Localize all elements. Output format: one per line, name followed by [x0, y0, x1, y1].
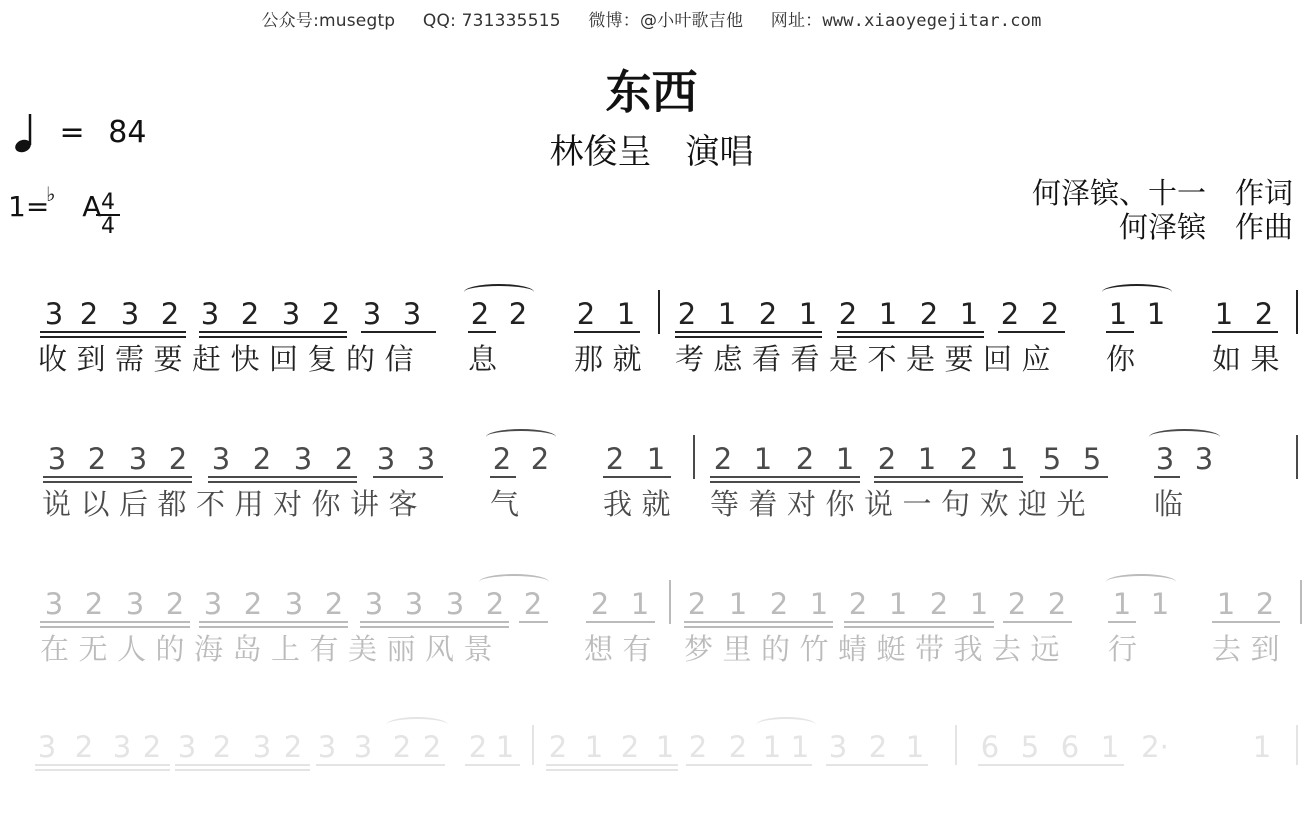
lyric-phrase: 考虑看看是不是要回应 [675, 342, 1061, 376]
beam-underline [519, 621, 548, 623]
note: 3 [293, 442, 313, 476]
note: 2 [168, 442, 188, 476]
beam-underline [998, 331, 1065, 333]
beam-underline [844, 626, 994, 628]
score-system-3 [0, 588, 1303, 678]
quarter-note-icon [14, 112, 36, 154]
bar-line [669, 580, 671, 624]
note: 2 [165, 587, 185, 621]
note: 2 [485, 587, 505, 621]
note: 1 [1150, 587, 1170, 621]
note: 2 [240, 297, 260, 331]
beam-underline [837, 336, 984, 338]
note: 1 [835, 442, 855, 476]
beam-underline [43, 481, 192, 483]
weibo-account: 微博：@小叶歌吉他 [588, 11, 744, 31]
beam-underline [361, 331, 436, 333]
note: 3 [281, 297, 301, 331]
note: 2 [212, 730, 232, 764]
lyricist-credit: 何泽镔、十一 作词 [1031, 176, 1293, 210]
note: 3 [211, 442, 231, 476]
note: 2 [79, 297, 99, 331]
tie-arc [479, 574, 549, 590]
note: 2 [334, 442, 354, 476]
beam-underline [208, 476, 357, 478]
note: 1 [809, 587, 829, 621]
tempo-value: 84 [108, 114, 147, 150]
note: 1 [888, 587, 908, 621]
beam-underline [603, 476, 671, 478]
note: 1 [753, 442, 773, 476]
note: 2 [548, 730, 568, 764]
key-signature [8, 182, 115, 239]
note: 2 [687, 587, 707, 621]
lyric-phrase: 去到 [1212, 632, 1290, 666]
key-letter: A [82, 190, 102, 223]
note: 2 [929, 587, 949, 621]
note: 2 [468, 730, 488, 764]
song-title: 东西 [605, 65, 698, 119]
bar-line [1296, 435, 1298, 479]
note: 2 [283, 730, 303, 764]
beam-underline [175, 764, 310, 766]
beam-underline [710, 481, 860, 483]
time-signature [96, 192, 120, 238]
bar-line [1300, 580, 1302, 624]
beam-underline [1212, 331, 1278, 333]
score-system-1 [0, 298, 1303, 388]
note: 3 [128, 442, 148, 476]
beam-underline [710, 476, 860, 478]
note: 3 [44, 587, 64, 621]
tie-arc [1149, 429, 1220, 445]
note: 2 [84, 587, 104, 621]
note: 2 [243, 587, 263, 621]
note: 2 [605, 442, 625, 476]
bar-line [1296, 290, 1298, 334]
note: 2 [422, 730, 442, 764]
note: 3 [376, 442, 396, 476]
note: 1 [1214, 297, 1234, 331]
beam-underline [208, 481, 357, 483]
note: 1 [1108, 297, 1128, 331]
note: 5 [1082, 442, 1102, 476]
tempo-marking [14, 112, 146, 154]
beam-underline [874, 481, 1023, 483]
score-system-4 [0, 731, 1303, 821]
bar-line [693, 435, 695, 479]
meter-top: 4 [101, 190, 115, 215]
note: 5 [1042, 442, 1062, 476]
lyric-phrase: 我就 [603, 487, 681, 521]
beam-underline [360, 626, 509, 628]
note: 3 [47, 442, 67, 476]
lyric-phrase: 行 [1108, 632, 1147, 666]
beam-underline [1040, 476, 1108, 478]
beam-underline [40, 621, 190, 623]
note: 1 [999, 442, 1019, 476]
beam-underline [43, 476, 192, 478]
composer-credit: 何泽镔 作曲 [1118, 210, 1293, 244]
note: 2 [838, 297, 858, 331]
lyric-phrase: 在无人的海岛上有美丽风景 [40, 632, 503, 666]
beam-underline [40, 336, 186, 338]
beam-underline [675, 331, 822, 333]
beam-underline [844, 621, 994, 623]
qq-number: QQ: 731335515 [422, 11, 561, 31]
note: 2 [919, 297, 939, 331]
note: 2 [728, 730, 748, 764]
note: 2 [492, 442, 512, 476]
beam-underline [978, 764, 1124, 766]
note: 1 [655, 730, 675, 764]
note: 1 [1112, 587, 1132, 621]
lyric-phrase: 气 [490, 487, 529, 521]
lyric-phrase: 你 [1106, 342, 1145, 376]
bar-line [955, 725, 957, 765]
beam-underline [35, 769, 170, 771]
note: 2 [530, 442, 550, 476]
note: 2 [959, 442, 979, 476]
flat-icon: ♭ [46, 182, 56, 206]
note: 5 [1020, 730, 1040, 764]
note: 1 [790, 730, 810, 764]
beam-underline [675, 336, 822, 338]
note: 1 [798, 297, 818, 331]
note: 2 [321, 297, 341, 331]
beam-underline [684, 626, 833, 628]
note: 2· [1141, 730, 1169, 764]
note: 3 [1194, 442, 1214, 476]
note: 1 [762, 730, 782, 764]
note: 2 [795, 442, 815, 476]
note: 2 [1007, 587, 1027, 621]
note: 3 [1155, 442, 1175, 476]
credits [1032, 176, 1293, 244]
lyric-phrase: 如果 [1212, 342, 1290, 376]
lyric-phrase: 想有 [584, 632, 662, 666]
lyric-phrase: 等着对你说一句欢迎光 [710, 487, 1096, 521]
beam-underline [468, 331, 496, 333]
tie-arc [1106, 574, 1176, 590]
note: 2 [1047, 587, 1067, 621]
note: 3 [177, 730, 197, 764]
note: 3 [362, 297, 382, 331]
note: 1 [969, 587, 989, 621]
watermark-header [0, 6, 1303, 31]
beam-underline [837, 331, 984, 333]
note: 6 [1060, 730, 1080, 764]
note: 2 [324, 587, 344, 621]
beam-underline [175, 769, 310, 771]
note: 2 [87, 442, 107, 476]
note: 1 [646, 442, 666, 476]
note: 2 [713, 442, 733, 476]
score-system-2 [0, 443, 1303, 533]
tie-arc [1102, 284, 1172, 300]
note: 2 [508, 297, 528, 331]
note: 6 [980, 730, 1000, 764]
note: 2 [688, 730, 708, 764]
note: 1 [1146, 297, 1166, 331]
beam-underline [826, 764, 928, 766]
note: 1 [495, 730, 515, 764]
beam-underline [684, 621, 833, 623]
note: 3 [120, 297, 140, 331]
note: 3 [445, 587, 465, 621]
note: 1 [878, 297, 898, 331]
beam-underline [40, 626, 190, 628]
beam-underline [1108, 621, 1136, 623]
note: 2 [1000, 297, 1020, 331]
lyric-phrase: 梦里的竹蜻蜓带我去远 [684, 632, 1070, 666]
note: 1 [905, 730, 925, 764]
bar-line [658, 290, 660, 334]
note: 2 [868, 730, 888, 764]
note: 2 [848, 587, 868, 621]
beam-underline [1003, 621, 1072, 623]
note: 1 [917, 442, 937, 476]
note: 3 [353, 730, 373, 764]
note: 2 [1254, 297, 1274, 331]
beam-underline [686, 764, 812, 766]
website-link[interactable]: 网址：www.xiaoyegejitar.com [770, 11, 1042, 31]
key-prefix: 1= [8, 190, 50, 223]
note: 3 [112, 730, 132, 764]
note: 2 [470, 297, 490, 331]
note: 3 [252, 730, 272, 764]
lyric-phrase: 那就 [574, 342, 652, 376]
note: 1 [1252, 730, 1272, 764]
lyric-phrase: 临 [1154, 487, 1193, 521]
note: 1 [616, 297, 636, 331]
beam-underline [360, 621, 509, 623]
note: 2 [590, 587, 610, 621]
beam-underline [465, 764, 520, 766]
beam-underline [199, 336, 347, 338]
beam-underline [373, 476, 443, 478]
note: 3 [284, 587, 304, 621]
beam-underline [1212, 621, 1280, 623]
note: 2 [677, 297, 697, 331]
note: 3 [364, 587, 384, 621]
beam-underline [586, 621, 655, 623]
beam-underline [316, 764, 445, 766]
note: 2 [523, 587, 543, 621]
note: 2 [142, 730, 162, 764]
note: 3 [125, 587, 145, 621]
meter-bottom: 4 [101, 214, 115, 239]
performer-credit: 林俊呈 演唱 [549, 132, 754, 172]
note: 2 [769, 587, 789, 621]
note: 2 [74, 730, 94, 764]
note: 3 [404, 587, 424, 621]
note: 3 [828, 730, 848, 764]
beam-underline [40, 331, 186, 333]
note: 3 [203, 587, 223, 621]
beam-underline [1154, 476, 1180, 478]
note: 3 [200, 297, 220, 331]
tie-arc [486, 429, 556, 445]
tie-arc [756, 717, 816, 733]
beam-underline [199, 331, 347, 333]
note: 2 [252, 442, 272, 476]
note: 2 [392, 730, 412, 764]
beam-underline [490, 476, 516, 478]
beam-underline [546, 764, 678, 766]
beam-underline [199, 626, 348, 628]
bar-line [1296, 725, 1298, 765]
note: 2 [160, 297, 180, 331]
beam-underline [35, 764, 170, 766]
note: 3 [37, 730, 57, 764]
note: 2 [576, 297, 596, 331]
wechat-account: 公众号:musegtp [261, 11, 396, 31]
note: 1 [717, 297, 737, 331]
note: 1 [630, 587, 650, 621]
beam-underline [546, 769, 678, 771]
note: 1 [1216, 587, 1236, 621]
lyric-phrase: 收到需要赶快回复的信 [38, 342, 424, 376]
lyric-phrase: 说以后都不用对你讲客 [42, 487, 428, 521]
beam-underline [574, 331, 640, 333]
note: 1 [584, 730, 604, 764]
note: 3 [402, 297, 422, 331]
tempo-equals: = [59, 114, 85, 150]
lyric-phrase: 息 [468, 342, 507, 376]
note: 2 [758, 297, 778, 331]
bar-line [532, 725, 534, 765]
note: 2 [1040, 297, 1060, 331]
note: 2 [877, 442, 897, 476]
note: 3 [416, 442, 436, 476]
note: 1 [1100, 730, 1120, 764]
note: 2 [620, 730, 640, 764]
beam-underline [1106, 331, 1134, 333]
tie-arc [464, 284, 534, 300]
note: 3 [44, 297, 64, 331]
note: 3 [317, 730, 337, 764]
beam-underline [874, 476, 1023, 478]
note: 1 [728, 587, 748, 621]
note: 2 [1255, 587, 1275, 621]
tie-arc [386, 717, 448, 733]
beam-underline [199, 621, 348, 623]
note: 1 [959, 297, 979, 331]
